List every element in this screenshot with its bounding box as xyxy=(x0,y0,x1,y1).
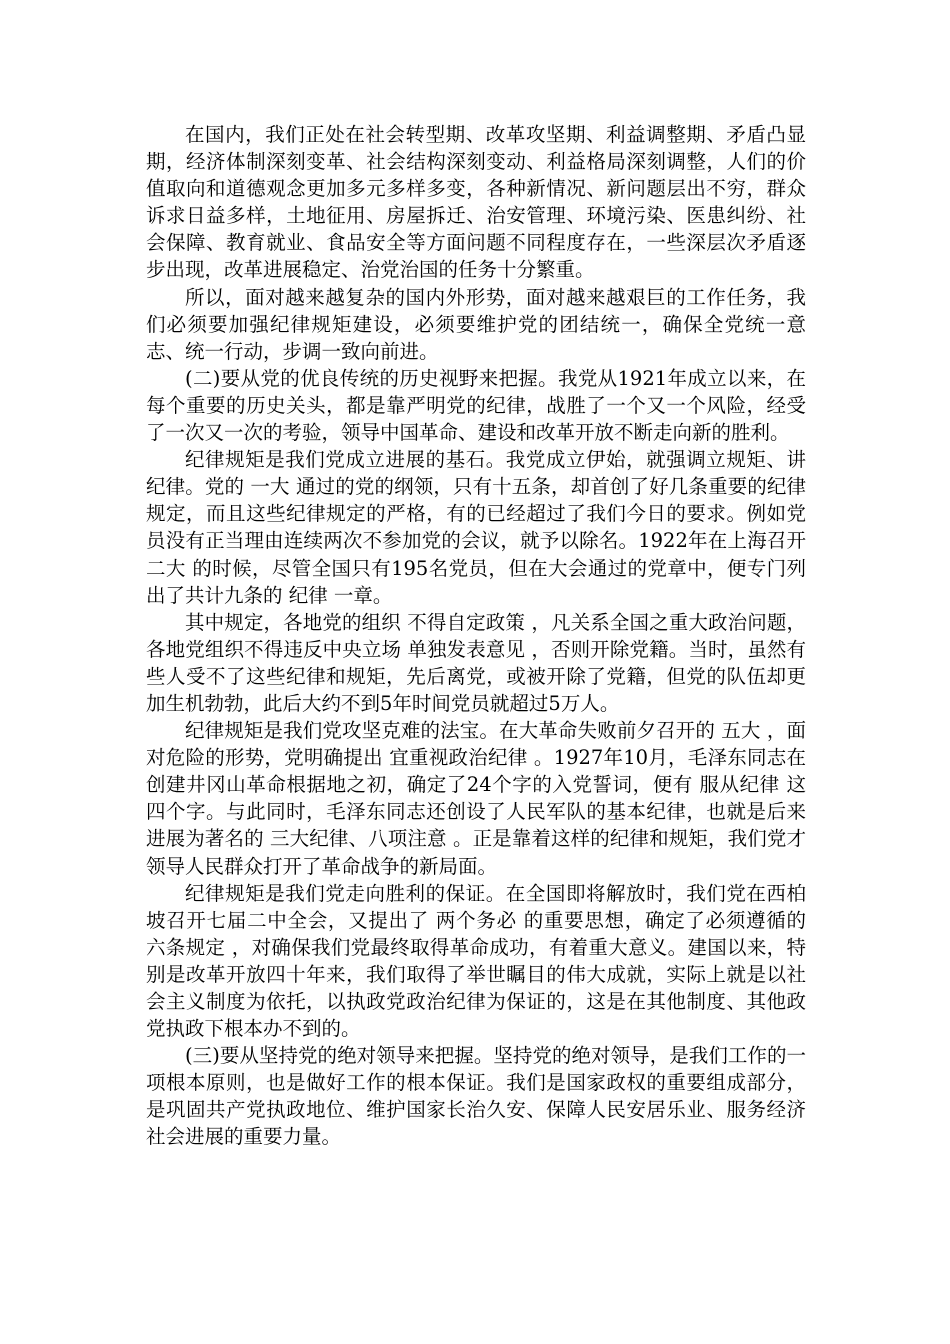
paragraph: (二)要从党的优良传统的历史视野来把握。我党从1921年成立以来，在每个重要的历史关头，都是靠严明党的纪律，战胜了一个又一个风险，经受了一次又一次的考验，领导中国革命、建设和改革开放不断走向新的胜利。 xyxy=(146,366,806,445)
paragraph: 纪律规矩是我们党成立进展的基石。我党成立伊始，就强调立规矩、讲纪律。党的 一大 通过的党的纲领，只有十五条，却首创了好几条重要的纪律规定，而且这些纪律规定的严格，有的已经超过了我们今日的要求。例如党员没有正当理由连续两次不参加党的会议，就予以除名。1922年在上海召开 二大 的时候，尽管全国只有195名党员，但在大会通过的党章中，便专门列出了共计九条的 纪律 一章。 xyxy=(146,448,806,607)
paragraph: 纪律规矩是我们党攻坚克难的法宝。在大革命失败前夕召开的 五大 ，面对危险的形势，党明确提出 宜重视政治纪律 。1927年10月，毛泽东同志在创建井冈山革命根据地之初，确定了24个字的入党誓词，便有 服从纪律 这四个字。与此同时，毛泽东同志还创设了人民军队的基本纪律，也就是后来进展为著名的 三大纪律、八项注意 。正是靠着这样的纪律和规矩，我们党才领导人民群众打开了革命战争的新局面。 xyxy=(146,719,806,878)
paragraph: (三)要从坚持党的绝对领导来把握。坚持党的绝对领导，是我们工作的一项根本原则，也是做好工作的根本保证。我们是国家政权的重要组成部分，是巩固共产党执政地位、维护国家长治久安、保障人民安居乐业、服务经济社会进展的重要力量。 xyxy=(146,1044,806,1149)
paragraph: 其中规定，各地党的组织 不得自定政策 ，凡关系全国之重大政治问题，各地党组织不得违反中央立场 单独发表意见 ，否则开除党籍。当时，虽然有些人受不了这些纪律和规矩，先后离党，或被开除了党籍，但党的队伍却更加生机勃勃，此后大约不到5年时间党员就超过5万人。 xyxy=(146,610,806,715)
paragraph: 纪律规矩是我们党走向胜利的保证。在全国即将解放时，我们党在西柏坡召开七届二中全会，又提出了 两个务必 的重要思想，确定了必须遵循的 六条规定 ，对确保我们党最终取得革命成功，有着重大意义。建国以来，特别是改革开放四十年来，我们取得了举世瞩目的伟大成就，实际上就是以社会主义制度为依托，以执政党政治纪律为保证的，这是在其他制度、其他政党执政下根本办不到的。 xyxy=(146,881,806,1041)
paragraph: 所以，面对越来越复杂的国内外形势，面对越来越艰巨的工作任务，我们必须要加强纪律规矩建设，必须要维护党的团结统一，确保全党统一意志、统一行动，步调一致向前进。 xyxy=(146,285,806,363)
document-body xyxy=(146,121,806,1151)
paragraph: 在国内，我们正处在社会转型期、改革攻坚期、利益调整期、矛盾凸显期，经济体制深刻变革、社会结构深刻变动、利益格局深刻调整，人们的价值取向和道德观念更加多元多样多变，各种新情况、新问题层出不穷，群众诉求日益多样，土地征用、房屋拆迁、治安管理、环境污染、医患纠纷、社会保障、教育就业、食品安全等方面问题不同程度存在，一些深层次矛盾逐步出现，改革进展稳定、治党治国的任务十分繁重。 xyxy=(146,123,806,282)
